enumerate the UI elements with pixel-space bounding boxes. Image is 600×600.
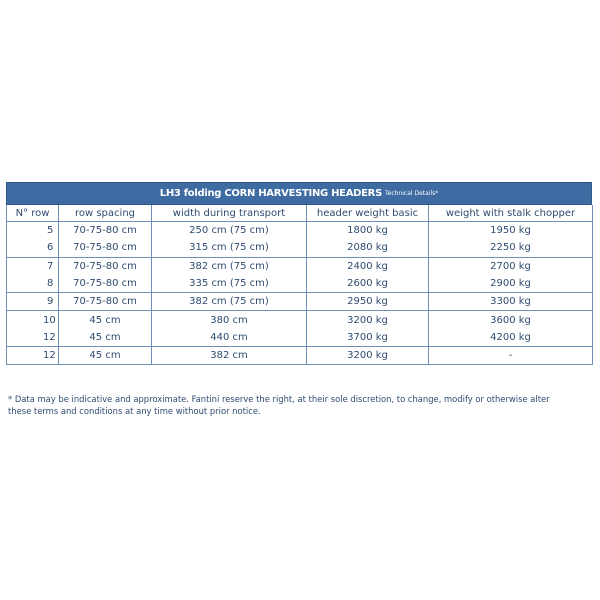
- cell-row-spacing: 45 cm: [59, 347, 152, 365]
- header-row-spacing: row spacing: [59, 205, 152, 222]
- table-title: LH3 folding CORN HARVESTING HEADERS: [159, 188, 382, 199]
- table-row: [7, 311, 593, 329]
- cell-weight-basic: 3200 kg: [307, 311, 429, 329]
- header-weight-chopper: weight with stalk chopper: [429, 205, 593, 222]
- cell-weight-chopper: 4200 kg: [429, 329, 593, 347]
- header-transport-width: width during transport: [152, 205, 307, 222]
- specs-table-container: [6, 182, 592, 365]
- cell-weight-chopper: 2250 kg: [429, 239, 593, 257]
- cell-row-spacing: 70-75-80 cm: [59, 222, 152, 240]
- cell-row-spacing: 70-75-80 cm: [59, 239, 152, 257]
- table-header-row: [7, 205, 593, 222]
- table-subtitle: Technical Details*: [384, 190, 439, 197]
- cell-transport-width: 380 cm: [152, 311, 307, 329]
- cell-weight-basic: 3200 kg: [307, 347, 429, 365]
- cell-row-count: 6: [7, 239, 59, 257]
- cell-row-count: 12: [7, 329, 59, 347]
- cell-row-count: 9: [7, 293, 59, 311]
- table-title-bar: [6, 182, 592, 205]
- cell-row-spacing: 70-75-80 cm: [59, 275, 152, 293]
- cell-weight-chopper: -: [429, 347, 593, 365]
- header-row-count: N° row: [7, 205, 59, 222]
- cell-weight-basic: 2400 kg: [307, 257, 429, 275]
- cell-transport-width: 382 cm: [152, 347, 307, 365]
- cell-row-count: 7: [7, 257, 59, 275]
- cell-transport-width: 250 cm (75 cm): [152, 222, 307, 240]
- table-row: [7, 222, 593, 240]
- header-weight-basic: header weight basic: [307, 205, 429, 222]
- cell-row-count: 12: [7, 347, 59, 365]
- table-row: [7, 239, 593, 257]
- cell-weight-basic: 3700 kg: [307, 329, 429, 347]
- cell-row-count: 5: [7, 222, 59, 240]
- cell-row-spacing: 45 cm: [59, 311, 152, 329]
- cell-row-spacing: 45 cm: [59, 329, 152, 347]
- table-row: [7, 257, 593, 275]
- cell-weight-basic: 2950 kg: [307, 293, 429, 311]
- cell-weight-chopper: 2700 kg: [429, 257, 593, 275]
- cell-transport-width: 382 cm (75 cm): [152, 293, 307, 311]
- cell-weight-chopper: 1950 kg: [429, 222, 593, 240]
- specs-table: [6, 205, 593, 365]
- table-row: [7, 347, 593, 365]
- cell-weight-basic: 1800 kg: [307, 222, 429, 240]
- cell-transport-width: 440 cm: [152, 329, 307, 347]
- cell-weight-basic: 2600 kg: [307, 275, 429, 293]
- cell-row-count: 8: [7, 275, 59, 293]
- table-row: [7, 293, 593, 311]
- cell-weight-basic: 2080 kg: [307, 239, 429, 257]
- cell-weight-chopper: 3600 kg: [429, 311, 593, 329]
- cell-row-spacing: 70-75-80 cm: [59, 293, 152, 311]
- cell-transport-width: 315 cm (75 cm): [152, 239, 307, 257]
- cell-weight-chopper: 2900 kg: [429, 275, 593, 293]
- cell-row-count: 10: [7, 311, 59, 329]
- cell-weight-chopper: 3300 kg: [429, 293, 593, 311]
- table-row: [7, 329, 593, 347]
- cell-row-spacing: 70-75-80 cm: [59, 257, 152, 275]
- disclaimer-footnote: * Data may be indicative and approximate. Fantini reserve the right, at their sole discretion, to change, modify or otherwise alter these terms and conditions at any time without prior notice.: [8, 394, 550, 416]
- cell-transport-width: 382 cm (75 cm): [152, 257, 307, 275]
- cell-transport-width: 335 cm (75 cm): [152, 275, 307, 293]
- table-row: [7, 275, 593, 293]
